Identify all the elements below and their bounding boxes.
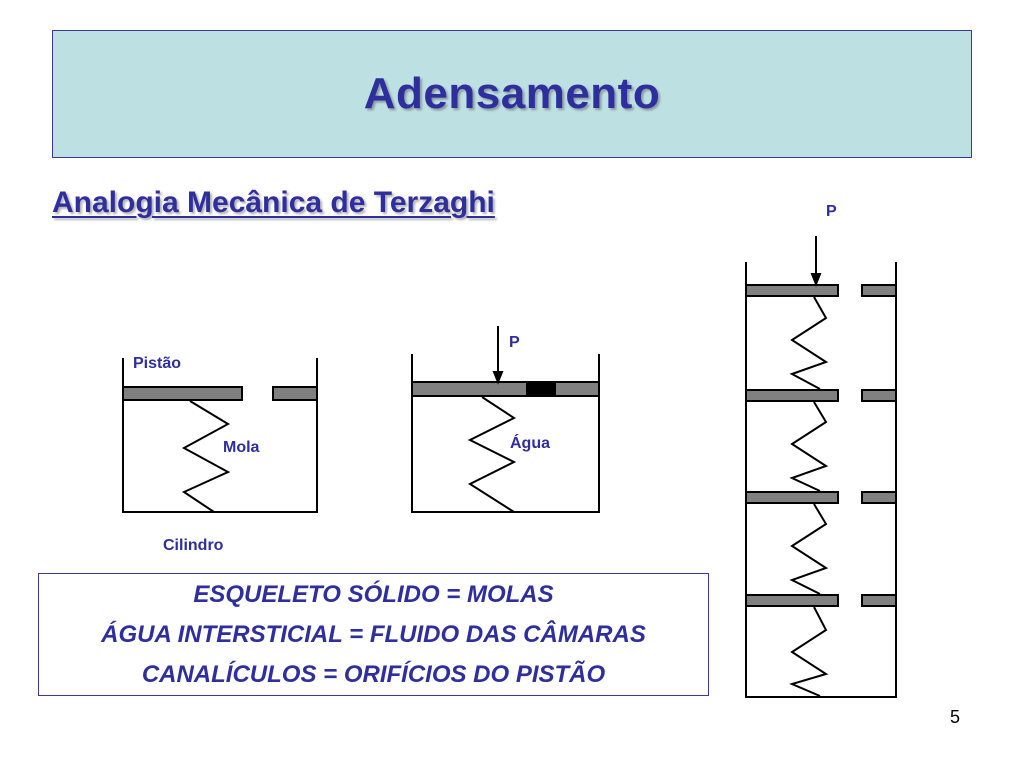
piston-stack-3a xyxy=(746,492,838,503)
piston-left-a xyxy=(123,387,242,400)
piston-stack-1b xyxy=(862,285,896,296)
spring-stack-3 xyxy=(792,504,826,594)
load-arrow-right-head xyxy=(812,274,820,284)
label-load-right: P xyxy=(826,203,837,220)
spring-stack-2 xyxy=(792,402,826,491)
analogy-line-water: ÁGUA INTERSTICIAL = FLUIDO DAS CÂMARAS xyxy=(101,620,646,648)
label-spring: Mola xyxy=(223,439,260,456)
spring-stack-1 xyxy=(792,297,826,389)
slide-number: 5 xyxy=(950,707,961,727)
cylinder-left-walls xyxy=(123,358,317,512)
cylinder-center xyxy=(412,326,599,512)
label-water: Água xyxy=(510,435,550,452)
piston-stack-2a xyxy=(746,390,838,401)
slide-title: Adensamento xyxy=(363,69,661,118)
analogy-line-solid: ESQUELETO SÓLIDO = MOLAS xyxy=(193,580,554,608)
cylinder-stack-walls xyxy=(746,262,896,697)
cylinder-center-walls xyxy=(412,354,599,512)
piston-stack-4b xyxy=(862,595,896,606)
piston-left-b xyxy=(273,387,317,400)
analogy-line-channels: CANALÍCULOS = ORIFÍCIOS DO PISTÃO xyxy=(141,660,606,688)
load-arrow-center-head xyxy=(494,372,502,382)
piston-stack-2b xyxy=(862,390,896,401)
label-cylinder: Cilindro xyxy=(163,537,224,554)
spring-center xyxy=(470,397,514,512)
spring-stack-4 xyxy=(792,607,826,696)
piston-center-plug xyxy=(527,382,555,396)
piston-stack-3b xyxy=(862,492,896,503)
piston-stack-1a xyxy=(746,285,838,296)
analogy-box xyxy=(38,573,709,696)
slide-subtitle: Analogia Mecânica de Terzaghi xyxy=(52,186,495,219)
spring-left xyxy=(184,401,228,512)
label-load-center: P xyxy=(509,334,520,351)
label-piston: Pistão xyxy=(133,355,182,372)
cylinder-left xyxy=(123,358,317,512)
piston-center xyxy=(412,382,599,396)
piston-stack-4a xyxy=(746,595,838,606)
cylinder-stack-right xyxy=(746,236,896,697)
